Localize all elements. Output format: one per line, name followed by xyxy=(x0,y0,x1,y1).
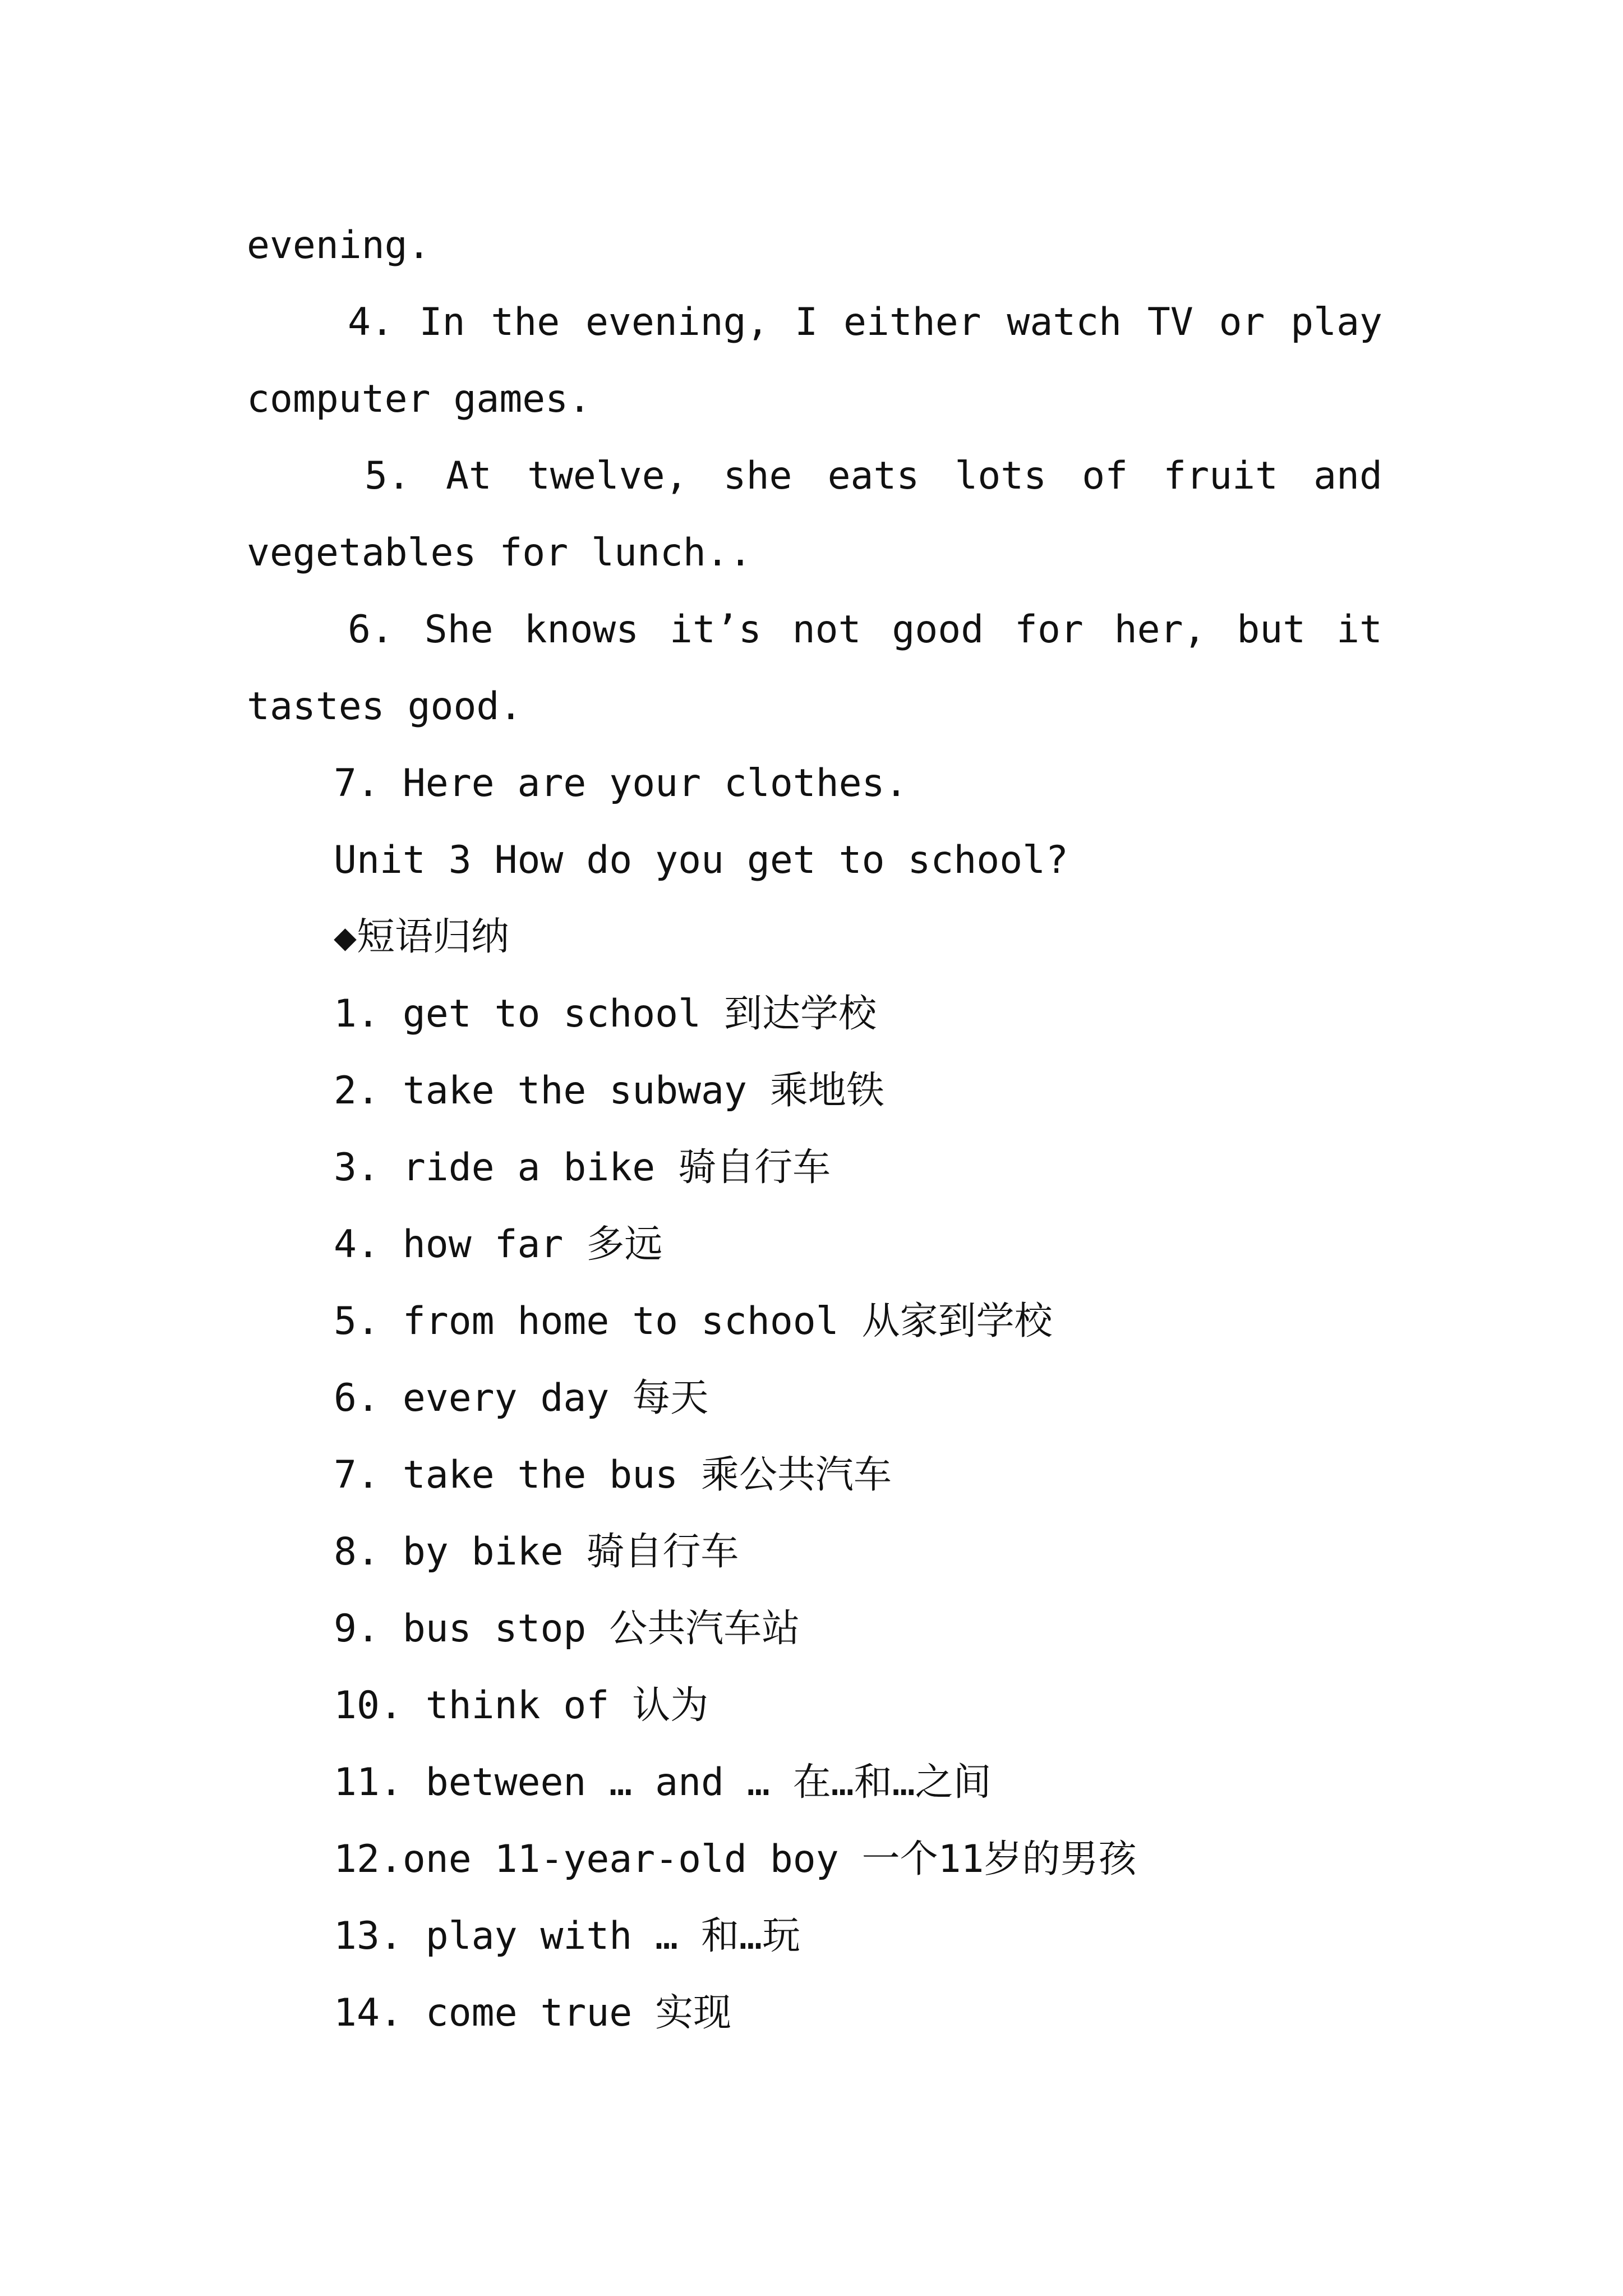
word: In xyxy=(419,300,465,344)
word: it’s xyxy=(670,608,762,652)
word: and xyxy=(1313,454,1382,498)
section-heading: ◆短语归纳 xyxy=(334,915,509,959)
word: of xyxy=(1082,454,1128,498)
word: not xyxy=(792,608,861,652)
word: but xyxy=(1237,608,1306,652)
word: it xyxy=(1336,608,1382,652)
phrase-item: 11. between … and … 在…和…之间 xyxy=(334,1760,992,1805)
word: I xyxy=(795,300,818,344)
word: lots xyxy=(955,454,1047,498)
word: 5. xyxy=(365,454,411,498)
word: she xyxy=(723,454,792,498)
word: eats xyxy=(827,454,920,498)
phrase-item: 3. ride a bike 骑自行车 xyxy=(334,1145,831,1190)
phrase-item: 1. get to school 到达学校 xyxy=(334,992,877,1036)
phrase-item: 12.one 11-year-old boy 一个11岁的男孩 xyxy=(334,1837,1137,1881)
paragraph-6-line-2: tastes good. xyxy=(247,684,523,729)
word: twelve, xyxy=(527,454,688,498)
word: for xyxy=(1015,608,1083,652)
word: TV xyxy=(1147,300,1193,344)
word: watch xyxy=(1007,300,1122,344)
word: good xyxy=(892,608,984,652)
phrase-item: 6. every day 每天 xyxy=(334,1376,709,1420)
word: She xyxy=(424,608,494,652)
paragraph-7: 7. Here are your clothes. xyxy=(334,761,908,806)
phrase-item: 5. from home to school 从家到学校 xyxy=(334,1299,1053,1343)
paragraph-6-line-1 xyxy=(348,602,1382,658)
paragraph-5-line-1 xyxy=(365,448,1382,504)
word: or xyxy=(1219,300,1265,344)
word: 6. xyxy=(348,608,394,652)
word: play xyxy=(1290,300,1382,344)
phrase-item: 8. by bike 骑自行车 xyxy=(334,1530,739,1574)
phrase-item: 9. bus stop 公共汽车站 xyxy=(334,1607,800,1651)
word: her, xyxy=(1114,608,1206,652)
word: At xyxy=(445,454,492,498)
paragraph-5-line-2: vegetables for lunch.. xyxy=(247,531,752,575)
phrase-item: 14. come true 实现 xyxy=(334,1991,732,2035)
word: fruit xyxy=(1163,454,1278,498)
word: either xyxy=(843,300,981,344)
phrase-item: 4. how far 多远 xyxy=(334,1222,663,1267)
word: the xyxy=(491,300,560,344)
word: 4. xyxy=(348,300,394,344)
paragraph-3-tail: evening. xyxy=(247,223,431,268)
phrase-item: 10. think of 认为 xyxy=(334,1683,709,1728)
phrase-item: 7. take the bus 乘公共汽车 xyxy=(334,1453,892,1497)
unit-title: Unit 3 How do you get to school? xyxy=(334,838,1069,882)
phrase-item: 2. take the subway 乘地铁 xyxy=(334,1069,884,1113)
paragraph-4-line-2: computer games. xyxy=(247,377,592,421)
word: evening, xyxy=(585,300,769,344)
phrase-item: 13. play with … 和…玩 xyxy=(334,1914,800,1958)
paragraph-4-line-1 xyxy=(348,295,1382,351)
word: knows xyxy=(524,608,639,652)
